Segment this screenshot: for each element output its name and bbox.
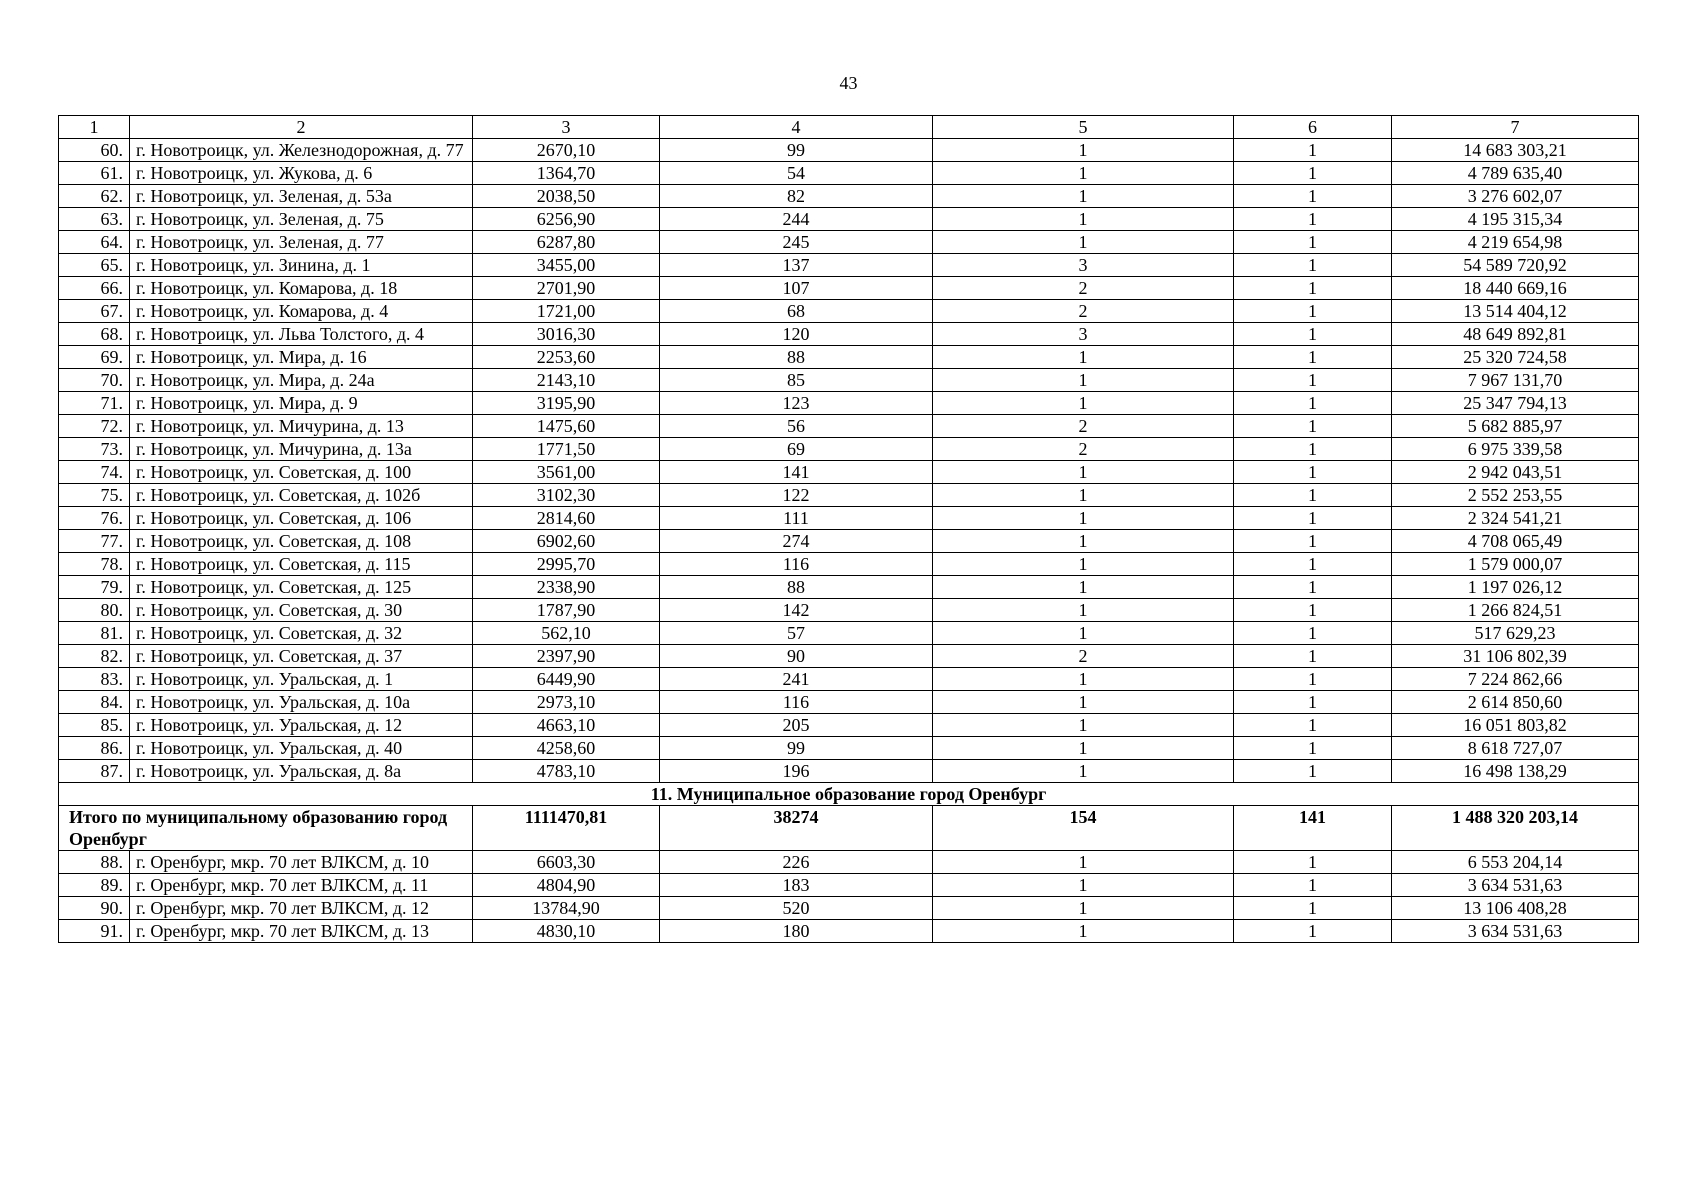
row-col5: 3 [933,323,1234,346]
row-address: г. Новотроицк, ул. Зеленая, д. 53а [130,185,473,208]
row-address: г. Оренбург, мкр. 70 лет ВЛКСМ, д. 11 [130,874,473,897]
row-residents: 520 [660,897,933,920]
row-number: 60. [59,139,130,162]
row-col6: 1 [1234,484,1392,507]
table-row [59,231,1639,254]
row-col5: 1 [933,461,1234,484]
row-col5: 1 [933,897,1234,920]
row-col5: 2 [933,415,1234,438]
row-col5: 1 [933,668,1234,691]
row-number: 61. [59,162,130,185]
row-area: 1787,90 [473,599,660,622]
row-cost: 18 440 669,16 [1392,277,1639,300]
row-col6: 1 [1234,231,1392,254]
row-address: г. Новотроицк, ул. Уральская, д. 1 [130,668,473,691]
row-residents: 244 [660,208,933,231]
row-area: 3455,00 [473,254,660,277]
row-residents: 137 [660,254,933,277]
row-col6: 1 [1234,874,1392,897]
row-cost: 1 579 000,07 [1392,553,1639,576]
row-address: г. Новотроицк, ул. Мира, д. 16 [130,346,473,369]
column-header-5: 5 [933,116,1234,139]
row-area: 2253,60 [473,346,660,369]
table-row [59,530,1639,553]
row-residents: 122 [660,484,933,507]
row-number: 87. [59,760,130,783]
row-address: г. Новотроицк, ул. Советская, д. 30 [130,599,473,622]
row-col5: 1 [933,920,1234,943]
row-address: г. Новотроицк, ул. Советская, д. 37 [130,645,473,668]
row-cost: 2 324 541,21 [1392,507,1639,530]
table-row [59,737,1639,760]
row-number: 79. [59,576,130,599]
row-col6: 1 [1234,346,1392,369]
total-label: Итого по муниципальному образованию город Оренбург [59,806,473,851]
row-number: 70. [59,369,130,392]
row-col6: 1 [1234,208,1392,231]
row-col6: 1 [1234,461,1392,484]
row-area: 2995,70 [473,553,660,576]
row-area: 3195,90 [473,392,660,415]
row-residents: 82 [660,185,933,208]
column-header-1: 1 [59,116,130,139]
row-col6: 1 [1234,553,1392,576]
row-cost: 16 051 803,82 [1392,714,1639,737]
row-cost: 2 614 850,60 [1392,691,1639,714]
row-area: 6449,90 [473,668,660,691]
row-col5: 1 [933,208,1234,231]
row-residents: 99 [660,737,933,760]
row-col5: 1 [933,851,1234,874]
table-row [59,507,1639,530]
row-number: 78. [59,553,130,576]
row-address: г. Новотроицк, ул. Советская, д. 108 [130,530,473,553]
row-area: 4258,60 [473,737,660,760]
row-number: 75. [59,484,130,507]
row-residents: 54 [660,162,933,185]
row-cost: 4 195 315,34 [1392,208,1639,231]
row-area: 2143,10 [473,369,660,392]
row-number: 74. [59,461,130,484]
total-col6: 141 [1234,806,1392,851]
row-residents: 120 [660,323,933,346]
row-area: 1364,70 [473,162,660,185]
row-address: г. Новотроицк, ул. Зеленая, д. 77 [130,231,473,254]
row-number: 63. [59,208,130,231]
row-col5: 1 [933,392,1234,415]
row-col5: 1 [933,507,1234,530]
row-col6: 1 [1234,438,1392,461]
table-body [59,116,1639,943]
total-col5: 154 [933,806,1234,851]
table-row [59,346,1639,369]
row-residents: 85 [660,369,933,392]
row-area: 4804,90 [473,874,660,897]
row-address: г. Новотроицк, ул. Льва Толстого, д. 4 [130,323,473,346]
row-cost: 1 197 026,12 [1392,576,1639,599]
row-address: г. Новотроицк, ул. Мира, д. 24а [130,369,473,392]
row-col6: 1 [1234,300,1392,323]
row-number: 83. [59,668,130,691]
row-col6: 1 [1234,599,1392,622]
row-col6: 1 [1234,323,1392,346]
table-row [59,645,1639,668]
row-area: 2670,10 [473,139,660,162]
row-col6: 1 [1234,162,1392,185]
row-col6: 1 [1234,415,1392,438]
row-cost: 2 942 043,51 [1392,461,1639,484]
row-col6: 1 [1234,737,1392,760]
table-row [59,438,1639,461]
row-col5: 1 [933,346,1234,369]
row-area: 13784,90 [473,897,660,920]
table-row [59,668,1639,691]
row-area: 2814,60 [473,507,660,530]
section-title-row [59,783,1639,806]
row-residents: 245 [660,231,933,254]
row-residents: 123 [660,392,933,415]
row-residents: 107 [660,277,933,300]
row-col6: 1 [1234,530,1392,553]
row-residents: 69 [660,438,933,461]
table-row [59,622,1639,645]
row-address: г. Новотроицк, ул. Жукова, д. 6 [130,162,473,185]
row-area: 6902,60 [473,530,660,553]
row-number: 82. [59,645,130,668]
row-cost: 7 967 131,70 [1392,369,1639,392]
row-col5: 1 [933,737,1234,760]
table-row [59,461,1639,484]
row-cost: 3 634 531,63 [1392,920,1639,943]
row-col5: 1 [933,553,1234,576]
row-cost: 25 347 794,13 [1392,392,1639,415]
row-address: г. Новотроицк, ул. Советская, д. 115 [130,553,473,576]
row-residents: 241 [660,668,933,691]
row-cost: 25 320 724,58 [1392,346,1639,369]
table-row [59,920,1639,943]
row-cost: 6 975 339,58 [1392,438,1639,461]
row-cost: 8 618 727,07 [1392,737,1639,760]
column-header-row [59,116,1639,139]
row-cost: 13 514 404,12 [1392,300,1639,323]
table-row [59,323,1639,346]
row-col5: 1 [933,369,1234,392]
table-row [59,162,1639,185]
column-header-7: 7 [1392,116,1639,139]
column-header-3: 3 [473,116,660,139]
row-area: 1771,50 [473,438,660,461]
row-col6: 1 [1234,576,1392,599]
row-col6: 1 [1234,897,1392,920]
row-residents: 68 [660,300,933,323]
row-residents: 88 [660,346,933,369]
row-area: 1475,60 [473,415,660,438]
row-area: 4830,10 [473,920,660,943]
row-address: г. Новотроицк, ул. Советская, д. 106 [130,507,473,530]
row-cost: 31 106 802,39 [1392,645,1639,668]
table-row [59,208,1639,231]
row-address: г. Новотроицк, ул. Советская, д. 32 [130,622,473,645]
row-number: 77. [59,530,130,553]
row-number: 76. [59,507,130,530]
row-address: г. Новотроицк, ул. Мичурина, д. 13а [130,438,473,461]
row-col6: 1 [1234,645,1392,668]
table-row [59,851,1639,874]
row-number: 69. [59,346,130,369]
row-col6: 1 [1234,277,1392,300]
table-row [59,599,1639,622]
row-residents: 116 [660,553,933,576]
table-row [59,139,1639,162]
row-residents: 183 [660,874,933,897]
row-residents: 116 [660,691,933,714]
row-cost: 5 682 885,97 [1392,415,1639,438]
row-cost: 1 266 824,51 [1392,599,1639,622]
row-number: 64. [59,231,130,254]
row-col5: 1 [933,231,1234,254]
row-col5: 1 [933,139,1234,162]
row-number: 66. [59,277,130,300]
row-cost: 7 224 862,66 [1392,668,1639,691]
row-number: 90. [59,897,130,920]
row-residents: 99 [660,139,933,162]
row-area: 3102,30 [473,484,660,507]
row-cost: 54 589 720,92 [1392,254,1639,277]
row-col6: 1 [1234,851,1392,874]
row-number: 65. [59,254,130,277]
row-cost: 48 649 892,81 [1392,323,1639,346]
row-col5: 1 [933,484,1234,507]
row-col5: 2 [933,438,1234,461]
column-header-2: 2 [130,116,473,139]
row-address: г. Оренбург, мкр. 70 лет ВЛКСМ, д. 13 [130,920,473,943]
row-residents: 274 [660,530,933,553]
row-area: 6603,30 [473,851,660,874]
row-residents: 142 [660,599,933,622]
table-row [59,369,1639,392]
row-address: г. Новотроицк, ул. Уральская, д. 40 [130,737,473,760]
row-col6: 1 [1234,369,1392,392]
table-row [59,392,1639,415]
row-residents: 196 [660,760,933,783]
row-area: 2973,10 [473,691,660,714]
row-address: г. Новотроицк, ул. Комарова, д. 18 [130,277,473,300]
row-col5: 1 [933,691,1234,714]
row-area: 3561,00 [473,461,660,484]
row-col6: 1 [1234,920,1392,943]
row-address: г. Новотроицк, ул. Советская, д. 125 [130,576,473,599]
row-number: 80. [59,599,130,622]
table-row [59,691,1639,714]
row-residents: 88 [660,576,933,599]
row-col6: 1 [1234,668,1392,691]
row-cost: 16 498 138,29 [1392,760,1639,783]
table-row [59,897,1639,920]
row-residents: 180 [660,920,933,943]
row-col6: 1 [1234,691,1392,714]
page-number: 43 [839,73,858,93]
row-col6: 1 [1234,714,1392,737]
row-number: 72. [59,415,130,438]
total-cost: 1 488 320 203,14 [1392,806,1639,851]
row-number: 86. [59,737,130,760]
table-row [59,415,1639,438]
row-number: 85. [59,714,130,737]
row-col6: 1 [1234,507,1392,530]
column-header-4: 4 [660,116,933,139]
row-number: 91. [59,920,130,943]
row-area: 2397,90 [473,645,660,668]
row-address: г. Новотроицк, ул. Уральская, д. 12 [130,714,473,737]
row-col5: 1 [933,185,1234,208]
row-cost: 3 276 602,07 [1392,185,1639,208]
row-number: 84. [59,691,130,714]
row-residents: 90 [660,645,933,668]
row-area: 2038,50 [473,185,660,208]
table-row [59,277,1639,300]
row-number: 89. [59,874,130,897]
row-number: 68. [59,323,130,346]
row-address: г. Новотроицк, ул. Советская, д. 100 [130,461,473,484]
row-cost: 4 789 635,40 [1392,162,1639,185]
table-row [59,254,1639,277]
row-number: 88. [59,851,130,874]
row-address: г. Оренбург, мкр. 70 лет ВЛКСМ, д. 12 [130,897,473,920]
row-cost: 3 634 531,63 [1392,874,1639,897]
row-address: г. Оренбург, мкр. 70 лет ВЛКСМ, д. 10 [130,851,473,874]
row-address: г. Новотроицк, ул. Советская, д. 102б [130,484,473,507]
row-col5: 1 [933,162,1234,185]
row-col5: 1 [933,530,1234,553]
table-row [59,553,1639,576]
row-col6: 1 [1234,622,1392,645]
row-area: 6256,90 [473,208,660,231]
table-row [59,484,1639,507]
row-col5: 1 [933,714,1234,737]
row-address: г. Новотроицк, ул. Мира, д. 9 [130,392,473,415]
table-row [59,760,1639,783]
row-col5: 1 [933,760,1234,783]
row-col6: 1 [1234,139,1392,162]
row-cost: 517 629,23 [1392,622,1639,645]
row-address: г. Новотроицк, ул. Уральская, д. 8а [130,760,473,783]
row-address: г. Новотроицк, ул. Уральская, д. 10а [130,691,473,714]
row-cost: 4 708 065,49 [1392,530,1639,553]
table-row [59,576,1639,599]
total-row [59,806,1639,851]
row-col5: 1 [933,874,1234,897]
row-residents: 111 [660,507,933,530]
row-area: 2701,90 [473,277,660,300]
table-row [59,300,1639,323]
row-col5: 2 [933,277,1234,300]
row-residents: 57 [660,622,933,645]
section-title: 11. Муниципальное образование город Оренбург [59,783,1639,806]
row-area: 4663,10 [473,714,660,737]
row-number: 73. [59,438,130,461]
row-cost: 2 552 253,55 [1392,484,1639,507]
row-residents: 205 [660,714,933,737]
row-number: 71. [59,392,130,415]
row-col6: 1 [1234,185,1392,208]
total-area: 1111470,81 [473,806,660,851]
row-cost: 4 219 654,98 [1392,231,1639,254]
row-number: 67. [59,300,130,323]
row-col5: 1 [933,576,1234,599]
row-number: 62. [59,185,130,208]
row-col5: 1 [933,622,1234,645]
row-address: г. Новотроицк, ул. Зинина, д. 1 [130,254,473,277]
row-area: 1721,00 [473,300,660,323]
row-area: 562,10 [473,622,660,645]
row-number: 81. [59,622,130,645]
row-col6: 1 [1234,254,1392,277]
row-area: 6287,80 [473,231,660,254]
row-area: 2338,90 [473,576,660,599]
table-row [59,874,1639,897]
row-address: г. Новотроицк, ул. Зеленая, д. 75 [130,208,473,231]
row-area: 4783,10 [473,760,660,783]
row-cost: 6 553 204,14 [1392,851,1639,874]
row-col6: 1 [1234,760,1392,783]
row-address: г. Новотроицк, ул. Комарова, д. 4 [130,300,473,323]
row-col5: 3 [933,254,1234,277]
row-residents: 226 [660,851,933,874]
row-col6: 1 [1234,392,1392,415]
column-header-6: 6 [1234,116,1392,139]
table-row [59,714,1639,737]
table-row [59,185,1639,208]
row-area: 3016,30 [473,323,660,346]
row-col5: 1 [933,599,1234,622]
data-table [58,115,1639,943]
total-residents: 38274 [660,806,933,851]
row-address: г. Новотроицк, ул. Железнодорожная, д. 77 [130,139,473,162]
row-cost: 13 106 408,28 [1392,897,1639,920]
row-residents: 56 [660,415,933,438]
row-col5: 2 [933,300,1234,323]
row-cost: 14 683 303,21 [1392,139,1639,162]
row-address: г. Новотроицк, ул. Мичурина, д. 13 [130,415,473,438]
row-col5: 2 [933,645,1234,668]
row-residents: 141 [660,461,933,484]
